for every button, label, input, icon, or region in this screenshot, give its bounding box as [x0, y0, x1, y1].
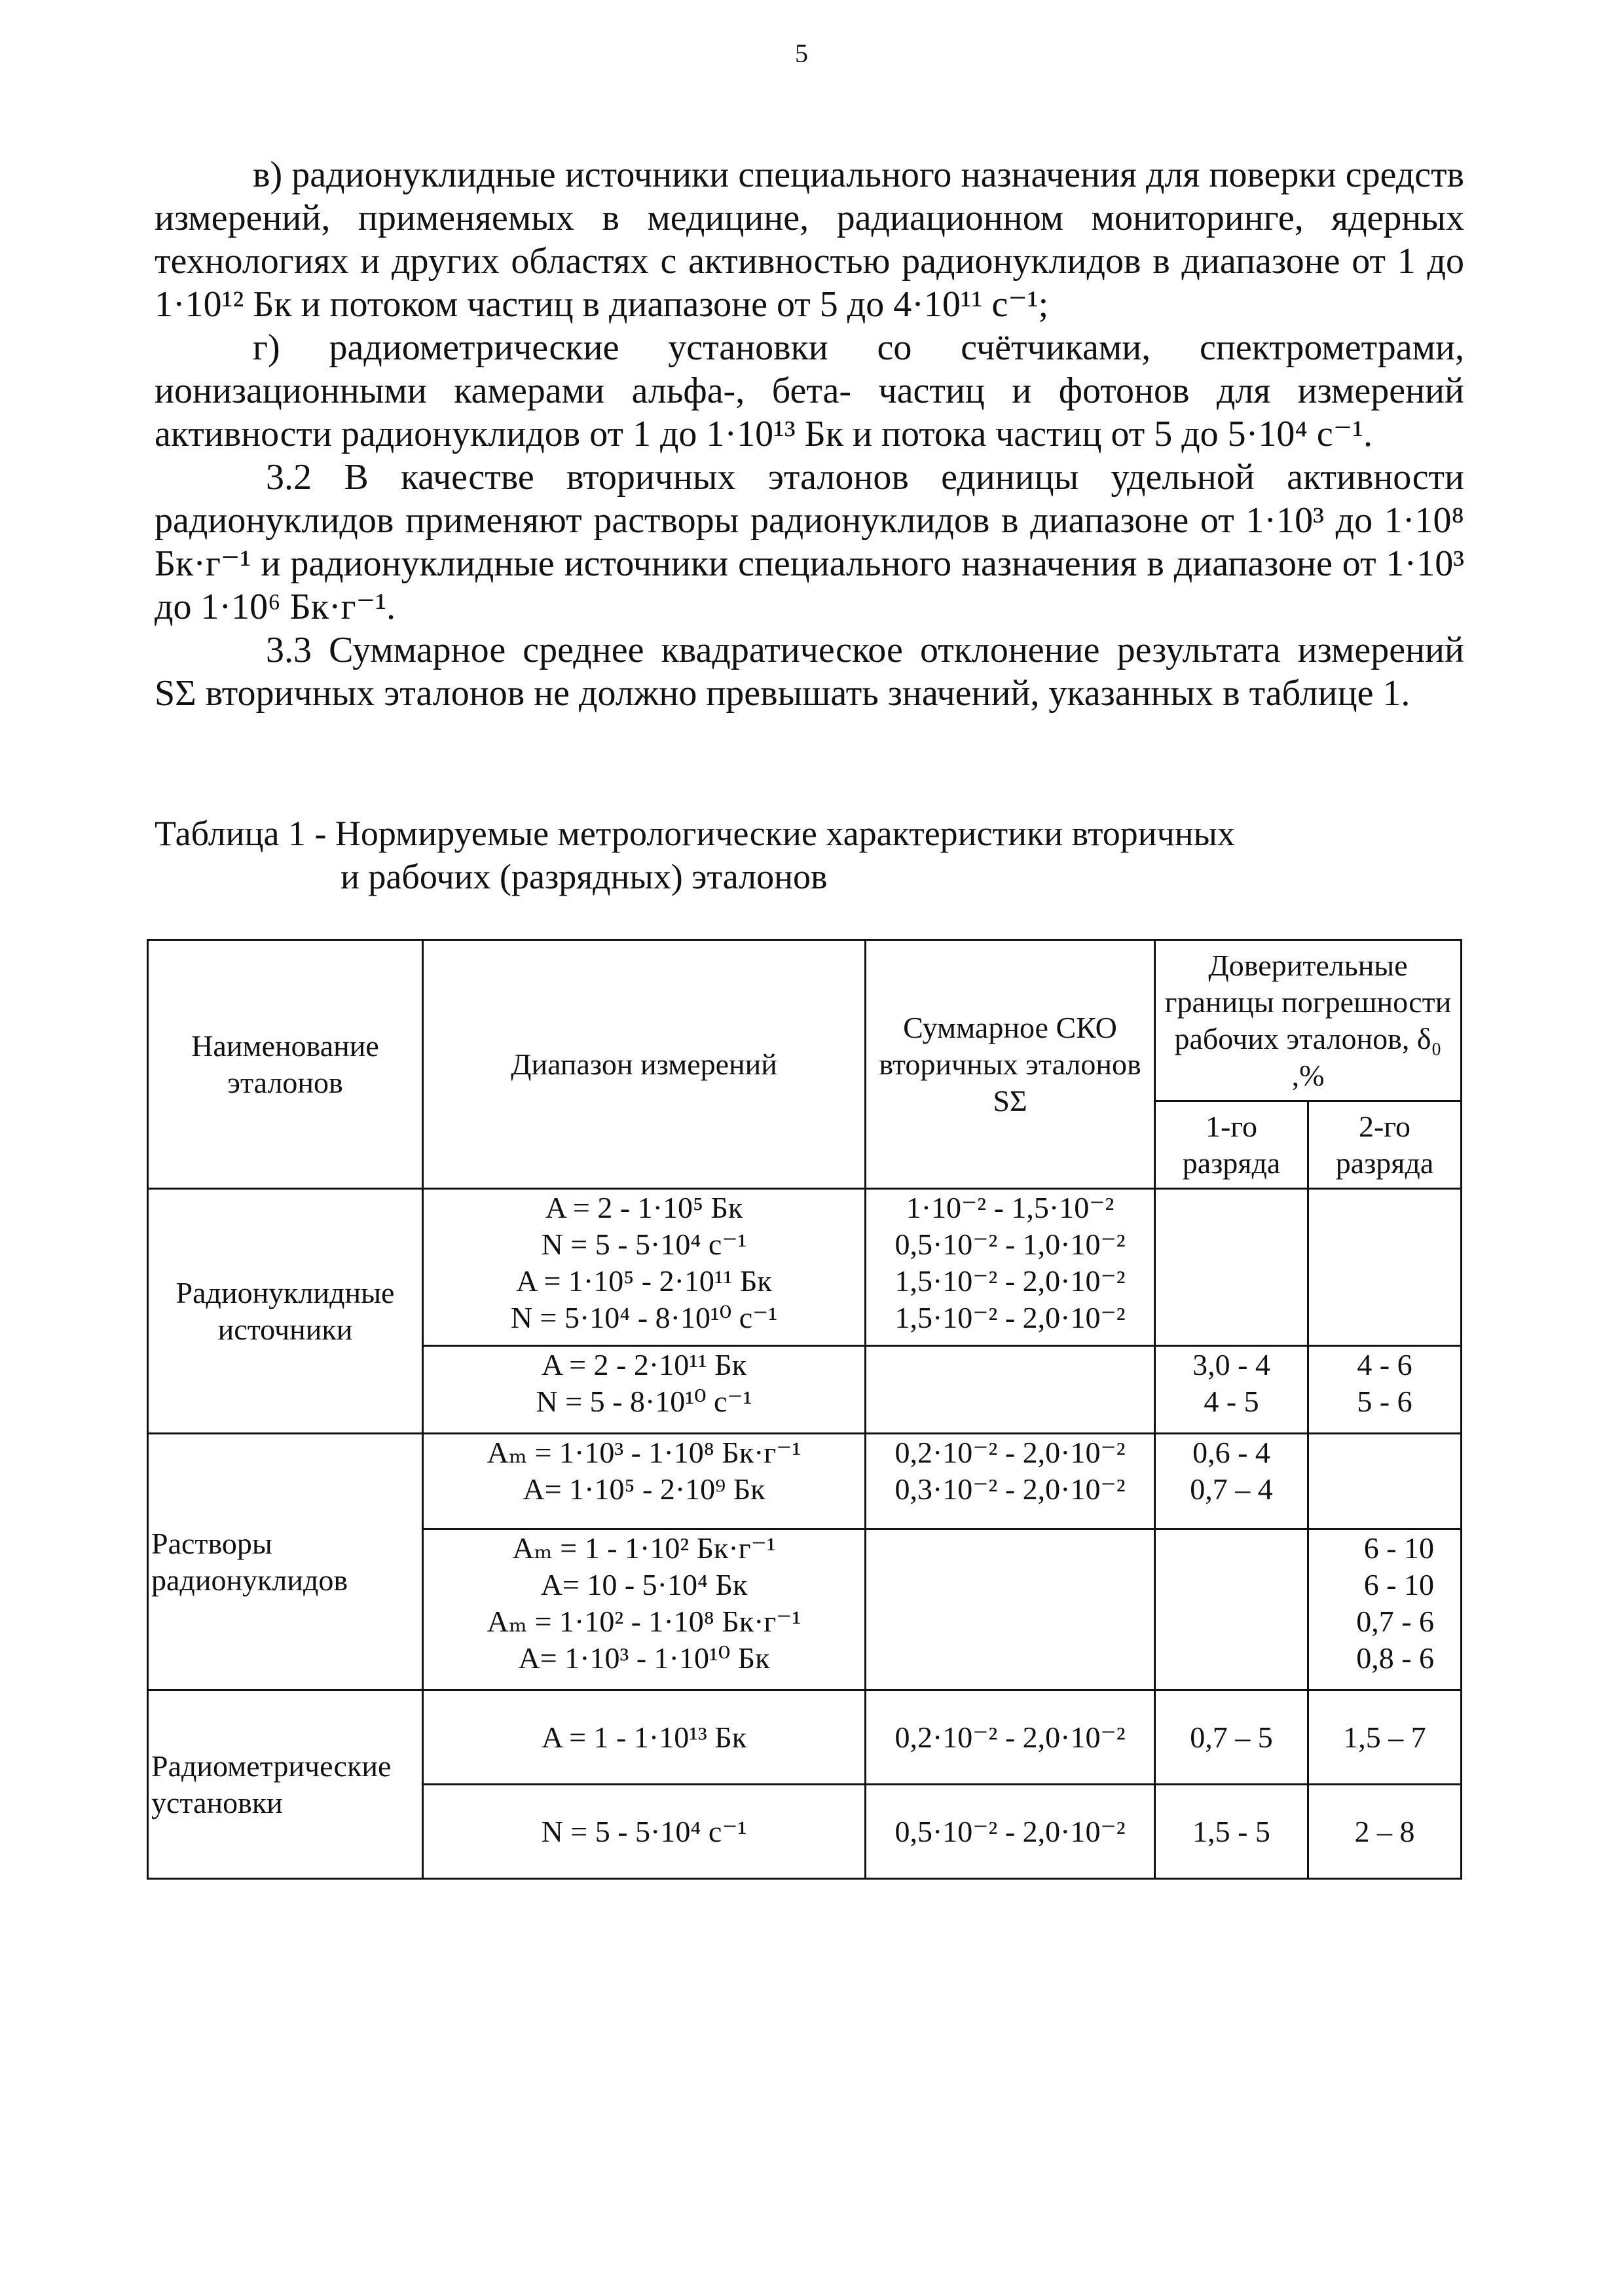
cell-line: 0,8 - 6: [1356, 1641, 1435, 1675]
metrology-table: [147, 939, 1462, 1880]
rank1-cell: [1155, 1785, 1308, 1879]
rank2-cell: [1308, 1690, 1462, 1785]
rank2-cell: [1308, 1189, 1462, 1346]
rank1-cell: [1155, 1529, 1308, 1690]
group-name: Растворы радионуклидов: [148, 1434, 423, 1690]
rank2-cell: [1308, 1529, 1462, 1690]
sko-cell: [866, 1346, 1155, 1434]
range-cell: [423, 1434, 866, 1529]
cell-line: N = 5 - 5·10⁴ с⁻¹: [541, 1228, 747, 1261]
cell-line: 1,5·10⁻² - 2,0·10⁻²: [894, 1301, 1126, 1334]
header-rank2: 2-го разряда: [1308, 1101, 1462, 1189]
cell-line: 5 - 6: [1357, 1385, 1412, 1418]
table-caption-line1: Таблица 1 - Нормируемые метрологические характеристики вторичных: [155, 814, 1235, 853]
range-cell: [423, 1785, 866, 1879]
header-rank1: 1-го разряда: [1155, 1101, 1308, 1189]
cell-line: 6 - 10: [1363, 1531, 1435, 1565]
cell-line: A= 1·10⁵ - 2·10⁹ Бк: [523, 1472, 765, 1506]
cell-line: N = 5·10⁴ - 8·10¹⁰ с⁻¹: [510, 1301, 778, 1334]
rank1-cell: [1155, 1434, 1308, 1529]
group-name: Радиометрические установки: [148, 1690, 423, 1879]
cell-line: 0,7 – 4: [1190, 1472, 1273, 1506]
rank2-cell: [1308, 1434, 1462, 1529]
cell-line: 0,3·10⁻² - 2,0·10⁻²: [894, 1472, 1126, 1506]
cell-line: 6 - 10: [1363, 1568, 1435, 1601]
table-row: [148, 1690, 1462, 1785]
table-row: [148, 1189, 1462, 1346]
range-cell: [423, 1189, 866, 1346]
sko-cell: [866, 1785, 1155, 1879]
range-cell: [423, 1529, 866, 1690]
cell-line: 0,5·10⁻² - 1,0·10⁻²: [894, 1228, 1126, 1261]
cell-line: 1,5·10⁻² - 2,0·10⁻²: [894, 1264, 1126, 1298]
cell-line: 3,0 - 4: [1192, 1348, 1270, 1381]
cell-line: Aₘ = 1 - 1·10² Бк·г⁻¹: [512, 1531, 776, 1565]
header-name: Наименование эталонов: [148, 940, 423, 1189]
cell-line: 0,7 – 5: [1190, 1720, 1273, 1754]
paragraph-3-3: 3.3 Суммарное среднее квадратическое отклонение результата измерений SΣ вторичных эталонов не должно превышать значений, указанных в таблице 1.: [155, 630, 1464, 714]
cell-line: N = 5 - 8·10¹⁰ с⁻¹: [536, 1385, 752, 1418]
group-name: Радионуклидные источники: [148, 1189, 423, 1434]
cell-line: A = 2 - 1·10⁵ Бк: [545, 1191, 743, 1224]
range-cell: [423, 1346, 866, 1434]
cell-line: 0,6 - 4: [1192, 1436, 1270, 1469]
cell-line: A = 2 - 2·10¹¹ Бк: [541, 1348, 747, 1381]
cell-line: Aₘ = 1·10² - 1·10⁸ Бк·г⁻¹: [487, 1605, 802, 1638]
table-row: [148, 1434, 1462, 1529]
cell-line: 1,5 – 7: [1343, 1720, 1426, 1754]
cell-line: Aₘ = 1·10³ - 1·10⁸ Бк·г⁻¹: [487, 1436, 802, 1469]
cell-line: 0,2·10⁻² - 2,0·10⁻²: [894, 1436, 1126, 1469]
cell-line: 1·10⁻² - 1,5·10⁻²: [906, 1191, 1115, 1224]
cell-line: 4 - 6: [1357, 1348, 1412, 1381]
cell-line: N = 5 - 5·10⁴ с⁻¹: [541, 1814, 747, 1848]
header-sko: Суммарное СКО вторичных эталонов SΣ: [866, 940, 1155, 1189]
cell-line: A= 1·10³ - 1·10¹⁰ Бк: [518, 1641, 770, 1675]
rank1-cell: [1155, 1189, 1308, 1346]
cell-line: 4 - 5: [1204, 1385, 1259, 1418]
cell-line: A= 10 - 5·10⁴ Бк: [540, 1568, 748, 1601]
rank1-cell: [1155, 1690, 1308, 1785]
header-range: Диапазон измерений: [423, 940, 866, 1189]
range-cell: [423, 1690, 866, 1785]
cell-line: 0,7 - 6: [1356, 1605, 1435, 1638]
cell-line: 0,5·10⁻² - 2,0·10⁻²: [894, 1814, 1126, 1848]
page-number: 5: [795, 39, 808, 68]
paragraph-g: г) радиометрические установки со счётчиками, спектрометрами, ионизационными камерами альфа-, бета- частиц и фотонов для измерений активности радионуклидов от 1 до 1·10¹³ Бк и потока частиц от 5 до 5·10⁴ с⁻¹.: [155, 327, 1464, 454]
cell-line: 1,5 - 5: [1192, 1814, 1270, 1848]
sko-cell: [866, 1529, 1155, 1690]
sko-cell: [866, 1189, 1155, 1346]
rank1-cell: [1155, 1346, 1308, 1434]
sko-cell: [866, 1690, 1155, 1785]
header-row: [148, 940, 1462, 1101]
cell-line: 2 – 8: [1354, 1814, 1415, 1848]
paragraph-v: в) радионуклидные источники специального назначения для поверки средств измерений, применяемых в медицине, радиационном мониторинге, ядерных технологиях и других областях с активностью радионуклидов в диапазоне от 1 до 1·10¹² Бк и потоком частиц в диапазоне от 5 до 4·10¹¹ с⁻¹;: [155, 155, 1464, 325]
cell-line: 0,2·10⁻² - 2,0·10⁻²: [894, 1720, 1126, 1754]
cell-line: A = 1 - 1·10¹³ Бк: [541, 1720, 747, 1754]
header-bounds: Доверительные границы погрешности рабочих эталонов, δ₀ ,%: [1155, 940, 1462, 1101]
rank2-cell: [1308, 1785, 1462, 1879]
rank2-cell: [1308, 1346, 1462, 1434]
cell-line: A = 1·10⁵ - 2·10¹¹ Бк: [516, 1264, 772, 1298]
sko-cell: [866, 1434, 1155, 1529]
table-caption-line2: и рабочих (разрядных) эталонов: [341, 857, 828, 896]
paragraph-3-2: 3.2 В качестве вторичных эталонов единицы удельной активности радионуклидов применяют растворы радионуклидов в диапазоне от 1·10³ до 1·10⁸ Бк·г⁻¹ и радионуклидные источники специального назначения в диапазоне от 1·10³ до 1·10⁶ Бк·г⁻¹.: [155, 457, 1464, 627]
